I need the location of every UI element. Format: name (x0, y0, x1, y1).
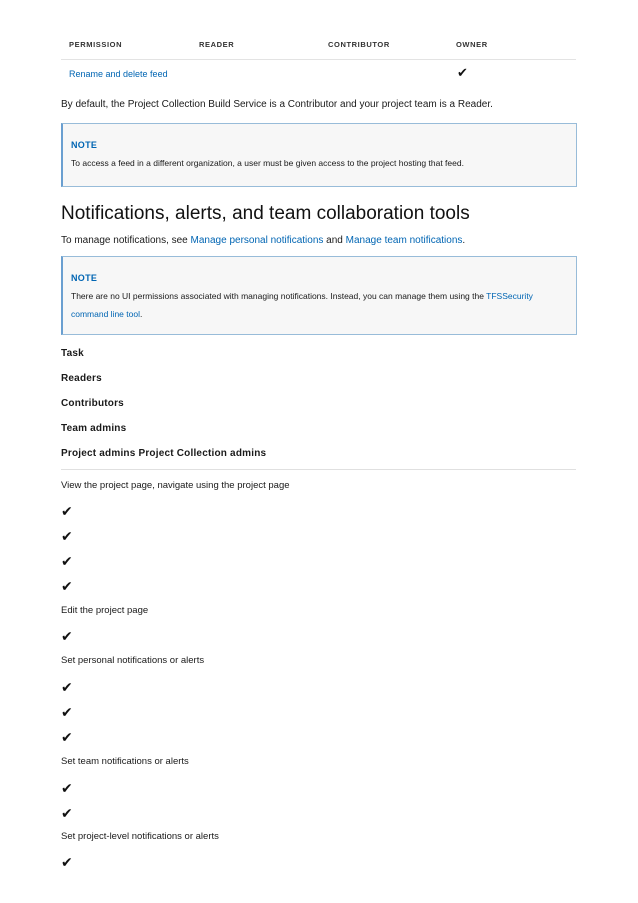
header-owner: OWNER (456, 40, 488, 49)
column-team-admins: Team admins (61, 423, 127, 434)
intro-mid: and (323, 235, 346, 246)
check-icon: ✔ (61, 679, 73, 695)
note-box-notifications (61, 256, 577, 335)
check-icon: ✔ (61, 780, 73, 796)
task-team-notifications: Set team notifications or alerts (61, 756, 189, 767)
manage-personal-notifications-link[interactable]: Manage personal notifications (190, 235, 324, 246)
check-icon: ✔ (61, 805, 73, 821)
note-text-after: . (139, 309, 143, 319)
task-edit-project-page: Edit the project page (61, 605, 149, 616)
check-icon: ✔ (61, 528, 73, 544)
intro-suffix: . (462, 235, 466, 246)
task-view-project-page: View the project page, navigate using the project page (61, 480, 290, 491)
check-icon: ✔ (61, 553, 73, 569)
task-personal-notifications: Set personal notifications or alerts (61, 655, 205, 666)
note-title: NOTE (71, 140, 98, 150)
section-heading: Notifications, alerts, and team collaboration tools (61, 203, 470, 224)
notifications-intro (61, 235, 465, 246)
header-reader: READER (199, 40, 235, 49)
owner-check-icon: ✔ (457, 65, 468, 80)
note-text-before: There are no UI permissions associated with managing notifications. Instead, you can manage them using the (71, 291, 487, 301)
note-title: NOTE (71, 273, 98, 283)
check-icon: ✔ (61, 503, 73, 519)
header-permission: PERMISSION (69, 40, 123, 49)
column-readers: Readers (61, 373, 102, 384)
rename-delete-feed-link[interactable]: Rename and delete feed (69, 69, 168, 79)
check-icon: ✔ (61, 854, 73, 870)
header-contributor: CONTRIBUTOR (328, 40, 390, 49)
table-row (61, 60, 576, 88)
check-icon: ✔ (61, 578, 73, 594)
check-icon: ✔ (61, 729, 73, 745)
task-project-notifications: Set project-level notifications or alerts (61, 831, 219, 842)
check-icon: ✔ (61, 704, 73, 720)
note-text: To access a feed in a different organization, a user must be given access to the project hosting that feed. (71, 158, 464, 168)
tfssecurity-tool-link[interactable]: TFSSecurity command line tool (71, 291, 533, 319)
table-divider (61, 469, 576, 470)
column-project-admins: Project admins Project Collection admins (61, 448, 267, 459)
permissions-table-header (61, 32, 576, 60)
note-box-feed-access (61, 123, 577, 187)
column-contributors: Contributors (61, 398, 124, 409)
check-icon: ✔ (61, 628, 73, 644)
permissions-table (61, 32, 576, 88)
default-roles-text: By default, the Project Collection Build Service is a Contributor and your project team is a Reader. (61, 99, 493, 110)
intro-prefix: To manage notifications, see (61, 235, 191, 246)
manage-team-notifications-link[interactable]: Manage team notifications (345, 235, 463, 246)
column-task: Task (61, 348, 84, 359)
note-text (71, 287, 566, 323)
